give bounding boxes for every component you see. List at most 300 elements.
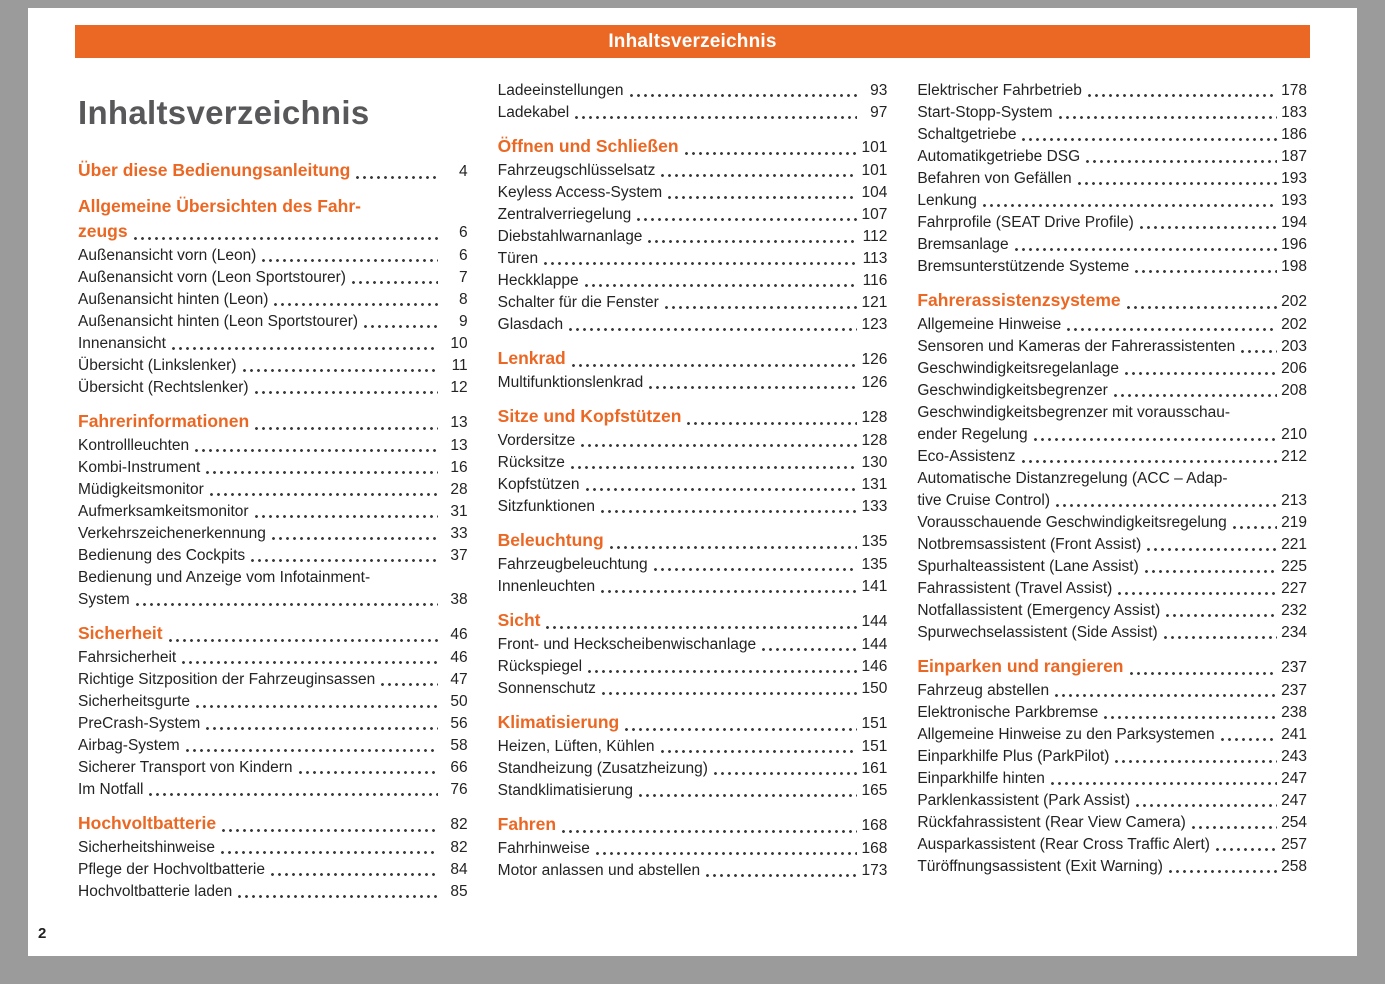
toc-page-number: 178 [1281, 82, 1308, 99]
dot-leader [262, 259, 437, 262]
toc-page-number: 50 [450, 693, 468, 710]
toc-label: Schalter für die Fenster [497, 294, 659, 311]
toc-page-number: 161 [861, 760, 888, 777]
toc-page-number: 33 [450, 525, 468, 542]
toc-label: Sicht [497, 610, 541, 630]
toc-entry [78, 355, 468, 377]
toc-page-number: 101 [861, 162, 888, 179]
dot-leader [588, 670, 857, 673]
toc-column-1 [78, 80, 468, 903]
toc-page-number: 38 [450, 591, 468, 608]
toc-entry [78, 881, 468, 903]
toc-page-number: 210 [1281, 426, 1308, 443]
dot-leader [639, 794, 857, 797]
toc-label: Ladekabel [497, 104, 570, 121]
toc-section-heading [498, 710, 888, 736]
dot-leader [381, 683, 437, 686]
dot-leader [1169, 870, 1277, 873]
toc-page-number: 16 [450, 459, 468, 476]
toc-page-number: 10 [450, 335, 468, 352]
dot-leader [238, 895, 437, 898]
toc-entry [78, 289, 468, 311]
toc-entry [917, 124, 1307, 146]
dot-leader [706, 874, 857, 877]
dot-leader [1125, 372, 1277, 375]
dot-leader [196, 705, 438, 708]
toc-entry [917, 80, 1307, 102]
dot-leader [1115, 760, 1277, 763]
toc-entry [917, 256, 1307, 278]
toc-list-1 [78, 158, 468, 903]
toc-page-number: 46 [450, 626, 468, 643]
toc-entry [917, 234, 1307, 256]
toc-label: Richtige Sitzposition der Fahrzeuginsassen [78, 671, 376, 688]
toc-label: Fahren [497, 814, 557, 834]
toc-section-heading [498, 134, 888, 160]
toc-entry [498, 634, 888, 656]
toc-entry [78, 435, 468, 457]
dot-leader [661, 174, 857, 177]
dot-leader [649, 386, 857, 389]
toc-entry [78, 669, 468, 691]
toc-label: Eco-Assistenz [917, 448, 1016, 465]
toc-column-2 [498, 80, 888, 903]
toc-section-heading [78, 811, 468, 837]
toc-list-2 [498, 80, 888, 882]
toc-label: Glasdach [497, 316, 564, 333]
dot-leader [1056, 504, 1277, 507]
toc-label: Fahrzeugbeleuchtung [497, 556, 648, 573]
toc-page-number: 243 [1281, 748, 1308, 765]
toc-section-heading [498, 346, 888, 372]
toc-page-number: 135 [861, 533, 888, 550]
toc-page-number: 6 [459, 224, 468, 241]
toc-page-number: 28 [450, 481, 468, 498]
dot-leader [1034, 438, 1277, 441]
toc-label: Motor anlassen und abstellen [497, 862, 701, 879]
toc-page-number: 126 [861, 351, 888, 368]
toc-entry [498, 780, 888, 802]
dot-leader [1104, 716, 1277, 719]
toc-page-number: 37 [450, 547, 468, 564]
toc-label: Beleuchtung [497, 530, 604, 550]
dot-leader [356, 176, 437, 179]
toc-entry [78, 589, 468, 611]
toc-label: Außenansicht hinten (Leon) [78, 291, 269, 308]
toc-page-number: 168 [861, 817, 888, 834]
toc-label: Aufmerksamkeitsmonitor [78, 503, 249, 520]
toc-entry [498, 736, 888, 758]
toc-page-number: 151 [861, 715, 888, 732]
toc-entry [917, 314, 1307, 336]
toc-page-number: 93 [870, 82, 888, 99]
toc-label: tive Cruise Control) [917, 492, 1050, 509]
toc-label: Rückfahrassistent (Rear View Camera) [917, 814, 1186, 831]
toc-page-number: 66 [450, 759, 468, 776]
dot-leader [1118, 592, 1277, 595]
dot-leader [221, 851, 438, 854]
toc-page-number: 196 [1281, 236, 1308, 253]
page-header-bar [75, 25, 1310, 58]
dot-leader [637, 218, 857, 221]
dot-leader [1051, 782, 1277, 785]
toc-page-number: 241 [1281, 726, 1308, 743]
dot-leader [569, 328, 857, 331]
toc-entry [78, 713, 468, 735]
toc-page-number: 12 [450, 379, 468, 396]
toc-label: Bremsanlage [917, 236, 1009, 253]
toc-page-number: 234 [1281, 624, 1308, 641]
toc-entry [498, 270, 888, 292]
toc-label: Fahrzeug abstellen [917, 682, 1050, 699]
toc-label: Verkehrszeichenerkennung [78, 525, 266, 542]
toc-page-number: 213 [1281, 492, 1308, 509]
toc-page-number: 187 [1281, 148, 1308, 165]
toc-entry [498, 838, 888, 860]
toc-entry [917, 358, 1307, 380]
toc-entry [917, 446, 1307, 468]
dot-leader [581, 444, 857, 447]
toc-label: Rückspiegel [497, 658, 583, 675]
toc-page-number: 116 [862, 272, 888, 289]
toc-label: Bedienung des Cockpits [78, 547, 246, 564]
toc-entry [498, 430, 888, 452]
toc-page-number: 193 [1281, 170, 1308, 187]
toc-label: Sensoren und Kameras der Fahrerassistenten [917, 338, 1236, 355]
toc-label: Sicherheitshinweise [78, 839, 215, 856]
dot-leader [1241, 350, 1277, 353]
dot-leader [1015, 248, 1277, 251]
dot-leader [1233, 526, 1277, 529]
toc-label: Müdigkeitsmonitor [78, 481, 204, 498]
toc-entry [917, 102, 1307, 124]
toc-entry [78, 245, 468, 267]
toc-label: Lenkrad [497, 348, 566, 368]
toc-page-number: 254 [1281, 814, 1308, 831]
dot-leader [299, 771, 438, 774]
dot-leader [601, 590, 857, 593]
toc-page-number: 208 [1281, 382, 1308, 399]
dot-leader [1114, 394, 1277, 397]
dot-leader [1055, 694, 1277, 697]
toc-page-number: 150 [861, 680, 888, 697]
toc-label: Automatikgetriebe DSG [917, 148, 1081, 165]
dot-leader [1059, 116, 1277, 119]
dot-leader [983, 204, 1277, 207]
toc-section-heading [917, 654, 1307, 680]
toc-label: Öffnen und Schließen [497, 136, 679, 156]
toc-label: Front- und Heckscheibenwischanlage [497, 636, 757, 653]
toc-entry [917, 190, 1307, 212]
toc-entry [917, 856, 1307, 878]
toc-label: Standklimatisierung [497, 782, 633, 799]
toc-label: Heizen, Lüften, Kühlen [497, 738, 655, 755]
toc-page-number: 258 [1281, 858, 1308, 875]
dot-leader [668, 196, 857, 199]
dot-leader [610, 546, 858, 549]
toc-entry [78, 267, 468, 289]
toc-section-heading [78, 409, 468, 435]
toc-page-number: 135 [861, 556, 888, 573]
toc-entry [917, 578, 1307, 600]
toc-label: Spurhalteassistent (Lane Assist) [917, 558, 1139, 575]
dot-leader [172, 347, 438, 350]
toc-page-number: 82 [450, 839, 468, 856]
toc-page-number: 133 [861, 498, 888, 515]
toc-label: System [78, 591, 130, 608]
toc-entry [917, 746, 1307, 768]
toc-label: Sonnenschutz [497, 680, 596, 697]
toc-page-number: 107 [861, 206, 888, 223]
toc-entry [78, 333, 468, 355]
dot-leader [1145, 570, 1277, 573]
dot-leader [255, 427, 438, 430]
dot-leader [654, 568, 858, 571]
toc-label: Fahrassistent (Travel Assist) [917, 580, 1113, 597]
dot-leader [255, 515, 438, 518]
toc-entry [498, 292, 888, 314]
toc-page-number: 56 [450, 715, 468, 732]
toc-page-number: 13 [450, 414, 468, 431]
toc-label: Spurwechselassistent (Side Assist) [917, 624, 1158, 641]
dot-leader [762, 648, 857, 651]
dot-leader [1086, 160, 1277, 163]
toc-label: Einparkhilfe hinten [917, 770, 1045, 787]
toc-page-number: 193 [1281, 192, 1308, 209]
toc-page-number: 84 [450, 861, 468, 878]
dot-leader [685, 152, 858, 155]
toc-section-heading [917, 288, 1307, 314]
page-title: Inhaltsverzeichnis [78, 94, 370, 131]
toc-entry [78, 859, 468, 881]
dot-leader [364, 325, 438, 328]
toc-section-heading [498, 404, 888, 430]
toc-entry [498, 678, 888, 700]
toc-section-heading [78, 158, 468, 184]
toc-entry [78, 377, 468, 399]
toc-label: Sitzfunktionen [497, 498, 596, 515]
dot-leader [601, 510, 857, 513]
toc-page-number: 126 [861, 374, 888, 391]
toc-page-number: 113 [862, 250, 888, 267]
dot-leader [206, 727, 437, 730]
toc-label: Ladeeinstellungen [497, 82, 624, 99]
toc-page-number: 104 [861, 184, 888, 201]
toc-label: Einparken und rangieren [917, 656, 1124, 676]
toc-entry [917, 402, 1307, 424]
toc-page-number: 76 [450, 781, 468, 798]
toc-label: Sicherheit [78, 623, 163, 643]
toc-entry [498, 474, 888, 496]
dot-leader [210, 493, 438, 496]
toc-entry [917, 680, 1307, 702]
toc-label: Sitze und Kopfstützen [497, 406, 682, 426]
toc-entry [498, 758, 888, 780]
toc-page-number: 46 [450, 649, 468, 666]
toc-entry [917, 724, 1307, 746]
toc-entry [498, 80, 888, 102]
toc-label: Fahrsicherheit [78, 649, 177, 666]
toc-page-number: 225 [1281, 558, 1308, 575]
dot-leader [544, 262, 857, 265]
toc-section-heading [498, 608, 888, 634]
dot-leader [1135, 270, 1277, 273]
dot-leader [648, 240, 857, 243]
toc-label: Klimatisierung [497, 712, 620, 732]
toc-label: Automatische Distanzregelung (ACC – Adap- [917, 470, 1228, 487]
toc-list-3 [917, 80, 1307, 878]
toc-entry [78, 837, 468, 859]
toc-label: zeugs [78, 221, 128, 241]
toc-label: Fahrhinweise [497, 840, 590, 857]
dot-leader [1078, 182, 1277, 185]
toc-label: Bremsunterstützende Systeme [917, 258, 1130, 275]
toc-label: Notbremsassistent (Front Assist) [917, 536, 1142, 553]
header-title: Inhaltsverzeichnis [608, 30, 777, 52]
toc-section-heading [78, 219, 468, 245]
toc-label: Pflege der Hochvoltbatterie [78, 861, 265, 878]
toc-entry [917, 424, 1307, 446]
toc-label: Airbag-System [78, 737, 180, 754]
dot-leader [1147, 548, 1277, 551]
dot-leader [661, 750, 858, 753]
toc-entry [917, 534, 1307, 556]
toc-label: Fahrzeugschlüsselsatz [497, 162, 656, 179]
toc-entry [78, 757, 468, 779]
toc-label: Diebstahlwarnanlage [497, 228, 643, 245]
toc-page-number: 128 [861, 409, 888, 426]
toc-label: Kombi-Instrument [78, 459, 201, 476]
dot-leader [186, 749, 438, 752]
dot-leader [134, 237, 438, 240]
toc-entry [498, 452, 888, 474]
toc-label: Standheizung (Zusatzheizung) [497, 760, 708, 777]
dot-leader [714, 772, 857, 775]
toc-label: Bedienung und Anzeige vom Infotainment- [78, 569, 371, 586]
toc-label: Kopfstützen [497, 476, 580, 493]
dot-leader [665, 306, 858, 309]
toc-column-3 [917, 80, 1307, 903]
dot-leader [596, 852, 857, 855]
dot-leader [1088, 94, 1277, 97]
dot-leader [274, 303, 437, 306]
dot-leader [1022, 138, 1277, 141]
toc-label: Geschwindigkeitsbegrenzer [917, 382, 1108, 399]
dot-leader [630, 94, 858, 97]
toc-label: Einparkhilfe Plus (ParkPilot) [917, 748, 1110, 765]
toc-label: Fahrprofile (SEAT Drive Profile) [917, 214, 1134, 231]
toc-label: Über diese Bedienungsanleitung [78, 160, 351, 180]
toc-page-number: 165 [861, 782, 888, 799]
toc-entry [917, 490, 1307, 512]
toc-page-number: 227 [1281, 580, 1308, 597]
toc-entry [917, 556, 1307, 578]
toc-label: Geschwindigkeitsregelanlage [917, 360, 1119, 377]
toc-page-number: 85 [450, 883, 468, 900]
dot-leader [1136, 804, 1277, 807]
toc-page-number: 123 [861, 316, 888, 333]
toc-label: Vorausschauende Geschwindigkeitsregelung [917, 514, 1227, 531]
dot-leader [1022, 460, 1277, 463]
toc-label: Sicherer Transport von Kindern [78, 759, 293, 776]
toc-page-number: 221 [1281, 536, 1308, 553]
toc-label: Keyless Access-System [497, 184, 663, 201]
toc-entry [917, 768, 1307, 790]
toc-label: Parklenkassistent (Park Assist) [917, 792, 1131, 809]
toc-page-number: 82 [450, 816, 468, 833]
dot-leader [625, 728, 857, 731]
toc-label: ender Regelung [917, 426, 1028, 443]
dot-leader [575, 116, 857, 119]
toc-label: Übersicht (Rechtslenker) [78, 379, 249, 396]
toc-page-number: 237 [1281, 659, 1308, 676]
dot-leader [182, 661, 437, 664]
dot-leader [1127, 306, 1277, 309]
toc-label: Lenkung [917, 192, 977, 209]
toc-entry [917, 146, 1307, 168]
toc-page-number: 203 [1281, 338, 1308, 355]
toc-entry [917, 790, 1307, 812]
toc-entry [78, 311, 468, 333]
toc-label: Außenansicht vorn (Leon) [78, 247, 257, 264]
toc-entry [498, 372, 888, 394]
toc-label: Hochvoltbatterie [78, 813, 217, 833]
toc-page-number: 202 [1281, 293, 1308, 310]
toc-label: Innenansicht [78, 335, 166, 352]
toc-section-heading [498, 812, 888, 838]
dot-leader [352, 281, 438, 284]
toc-label: Zentralverriegelung [497, 206, 632, 223]
toc-label: Elektrischer Fahrbetrieb [917, 82, 1082, 99]
toc-page-number: 128 [861, 432, 888, 449]
toc-page-number: 97 [870, 104, 888, 121]
toc-page-number: 9 [459, 313, 468, 330]
toc-entry [917, 168, 1307, 190]
toc-page-number: 212 [1281, 448, 1308, 465]
dot-leader [136, 603, 438, 606]
toc-label: Ausparkassistent (Rear Cross Traffic Alert) [917, 836, 1210, 853]
toc-label: Geschwindigkeitsbegrenzer mit vorausschau- [917, 404, 1231, 421]
toc-entry [498, 204, 888, 226]
toc-page-number: 6 [459, 247, 468, 264]
toc-entry [917, 212, 1307, 234]
toc-page-number: 130 [861, 454, 888, 471]
toc-entry [917, 834, 1307, 856]
toc-entry [498, 860, 888, 882]
toc-page-number: 247 [1281, 792, 1308, 809]
page-number: 2 [38, 925, 47, 942]
toc-page-number: 121 [861, 294, 888, 311]
dot-leader [572, 364, 858, 367]
dot-leader [571, 466, 857, 469]
dot-leader [562, 830, 857, 833]
toc-label: Rücksitze [497, 454, 565, 471]
toc-entry [78, 779, 468, 801]
toc-entry [917, 622, 1307, 644]
toc-page-number: 173 [861, 862, 888, 879]
dot-leader [149, 793, 437, 796]
toc-page-number: 13 [450, 437, 468, 454]
toc-page-number: 7 [459, 269, 468, 286]
toc-page-number: 131 [861, 476, 888, 493]
toc-page-number: 183 [1281, 104, 1308, 121]
toc-label: Allgemeine Übersichten des Fahr- [78, 196, 361, 216]
toc-page-number: 194 [1281, 214, 1308, 231]
dot-leader [222, 829, 438, 832]
toc-label: PreCrash-System [78, 715, 201, 732]
toc-entry [917, 468, 1307, 490]
dot-leader [272, 537, 438, 540]
